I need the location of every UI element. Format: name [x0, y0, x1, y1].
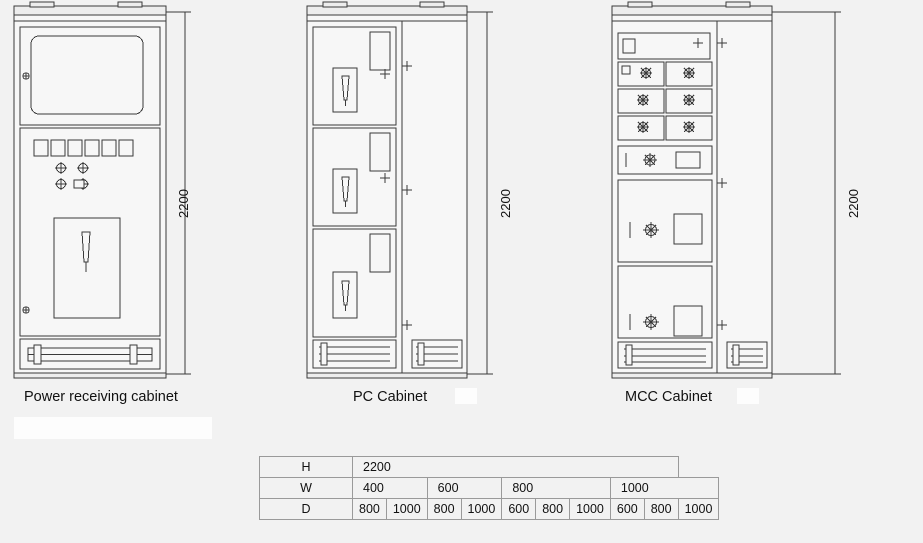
spec-table-row: [260, 457, 719, 478]
dimension-label-power-receiving: 2200: [176, 189, 191, 218]
spec-cell: 600: [610, 499, 644, 520]
spec-cell: 1000: [461, 499, 502, 520]
spec-table-row: [260, 478, 719, 499]
spec-cell: 800: [536, 499, 570, 520]
dimension-label-mcc: 2200: [846, 189, 861, 218]
cabinet-mcc: [612, 2, 841, 378]
spec-cell: 600: [502, 499, 536, 520]
spec-cell: 1000: [610, 478, 719, 499]
spec-table-row: [260, 499, 719, 520]
spec-row-label: H: [260, 457, 353, 478]
blank-patch-left: [14, 417, 212, 439]
spec-row-label: D: [260, 499, 353, 520]
spec-row-label: W: [260, 478, 353, 499]
spec-cell: 600: [427, 478, 502, 499]
cabinet-caption-pc: PC Cabinet: [353, 389, 428, 405]
spec-cell: 800: [644, 499, 678, 520]
spec-cell: 1000: [678, 499, 719, 520]
cabinet-power-receiving: [14, 2, 191, 378]
spec-cell: 2200: [353, 457, 679, 478]
dimension-label-pc: 2200: [498, 189, 513, 218]
spec-cell: 1000: [570, 499, 611, 520]
spec-cell: 800: [427, 499, 461, 520]
cabinet-caption-mcc: MCC Cabinet: [625, 389, 713, 405]
blank-patch-pc: [455, 388, 477, 404]
spec-cell: 1000: [386, 499, 427, 520]
specification-table: [259, 456, 719, 520]
spec-cell: 400: [353, 478, 428, 499]
blank-patch-mcc: [737, 388, 759, 404]
cabinet-caption-power-receiving: Power receiving cabinet: [24, 389, 178, 405]
spec-cell: 800: [502, 478, 611, 499]
spec-cell: 800: [353, 499, 387, 520]
specification-table-body: [260, 457, 719, 520]
cabinet-pc: [307, 2, 493, 378]
